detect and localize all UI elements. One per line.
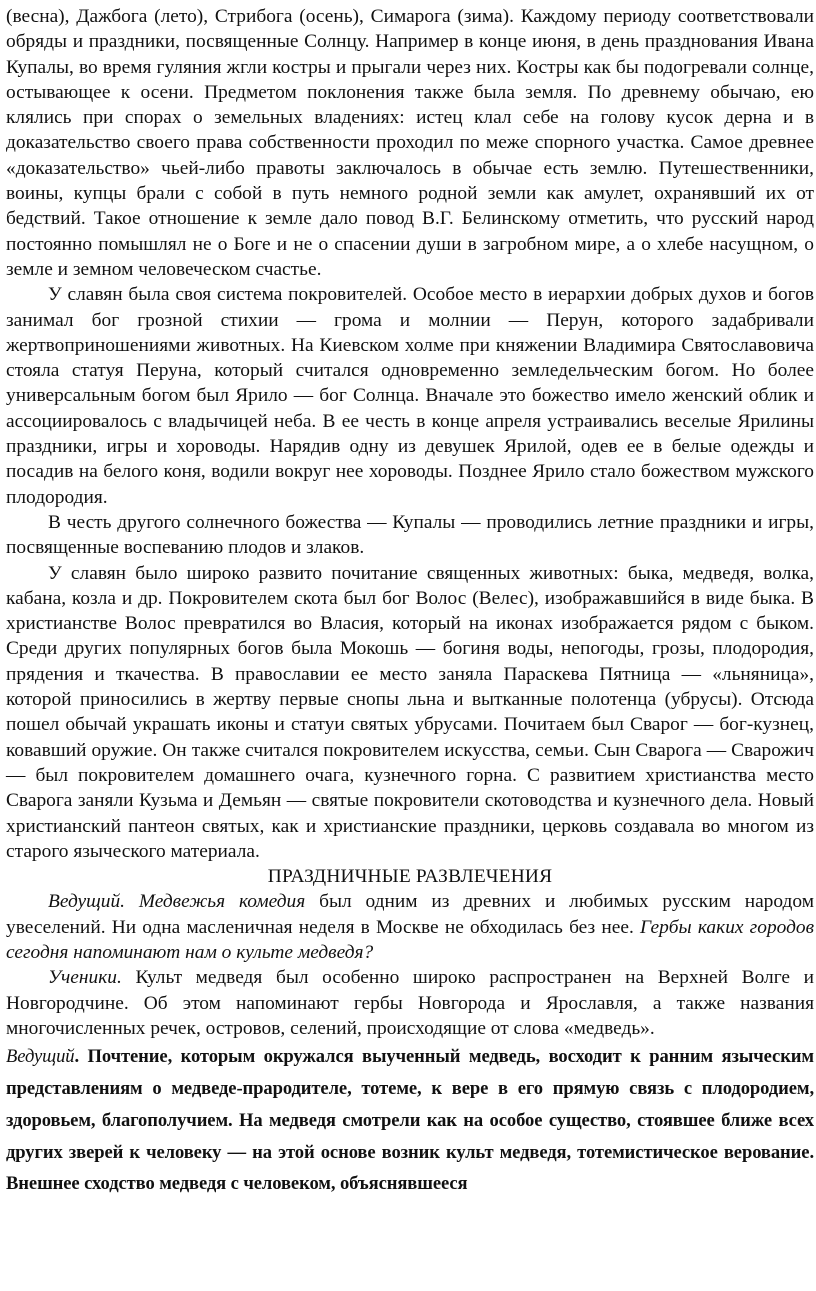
speaker-label: Ученики. [48, 967, 122, 989]
question-text: Гербы каких городов сегодня напоминают нам о культе медведя? [6, 916, 815, 963]
paragraph-seasons: (весна), Дажбога (лето), Стрибога (осень), Симарога (зима). Каждому периоду соответствовали обряды и праздники, посвященные Солнцу. Например в конце июня, в день празднования Ивана Купалы, во время гуляния жгли костры и прыгали через них. Костры как бы подогревали солнце, остывающее к осени. Предметом поклонения также была земля. По древнему обычаю, ею клялись при спорах о земельных владениях: истец клал себе на голову кусок дерна и в доказательство своего права собственности проходил по меже спорного участка. Самое древнее «доказательство» чьей-либо правоты заключалось в обычае есть землю. Путешественники, воины, купцы брали с собой в путь немного родной земли как амулет, охранявший их от бедствий. Такое отношение к земле дало повод В.Г. Белинскому отметить, что русский народ постоянно помышлял не о Боге и не о спасении души в загробном мире, а о хлебе насущном, о земле и земном человеческом счастье. [6, 6, 814, 280]
dialogue-students [6, 965, 814, 1041]
section-heading: ПРАЗДНИЧНЫЕ РАЗВЛЕЧЕНИЯ [267, 866, 553, 888]
paragraph-patrons: У славян была своя система покровителей. Особое место в иерархии добрых духов и богов занимал бог грозной стихии — грома и молнии — Перун, которого задабривали жертвоприношениями животных. На Киевском холме при княжении Владимира Святославовича стояла статуя Перуна, который считался одновременно земледельческим богом. Но более универсальным богом был Ярило — бог Солнца. Вначале это божество имело женский облик и ассоциировалось с владычицей неба. В ее честь в конце апреля устраивались веселые Ярилины праздники, игры и хороводы. Нарядив одну из девушек Ярилой, одев ее в белые одежды и посадив на белого коня, водили вокруг нее хороводы. Позднее Ярило стало божеством мужского плодородия. [6, 284, 814, 508]
speaker-label: Ведущий [6, 1046, 75, 1068]
dialogue-text: . Почтение, которым окружался выученный медведь, восходит к ранним языческим представлениям о медведе-прародителе, тотеме, к вере в его прямую связь с плодородием, здоровьем, благополучием. На медведя смотрели как на особое существо, стоявшее ближе всех других зверей к человеку — на этой основе возник культ медведя, тотемистическое верование. Внешнее сходство медведя с человеком, объяснявшееся [6, 1046, 814, 1195]
dialogue-text: Культ медведя был особенно широко распространен на Верхней Волге и Новгородчине. Об этом напоминают гербы Новгорода и Ярославля, а также названия многочисленных речек, островов, селений, происходящие от слова «медведь». [6, 967, 814, 1039]
paragraph-kupala: В честь другого солнечного божества — Купалы — проводились летние праздники и игры, посвященные воспеванию плодов и злаков. [6, 511, 814, 559]
emphasis-text: Медвежья комедия [138, 891, 306, 913]
speaker-label: Ведущий. [48, 891, 126, 913]
dialogue-host-1 [6, 889, 814, 965]
dialogue-host-2 [6, 1041, 814, 1200]
dialogue-text: был одним из древних и любимых русским народом увеселений. Ни одна масленичная неделя в Москве не обходилась без нее. [6, 891, 814, 938]
paragraph-sacred-animals: У славян было широко развито почитание священных животных: быка, медведя, волка, кабана, козла и др. Покровителем скота был бог Волос (Велес), изображавшийся в виде быка. В христианстве Волос превратился во Власия, который на иконах изображается рядом с быком. Среди других популярных богов была Мокошь — богиня воды, непогоды, грозы, плодородия, прядения и ткачества. В православии ее место заняла Параскева Пятница — «льняница», которой приносились в жертву первые снопы льна и вытканные полотенца (убрусы). Отсюда пошел обычай украшать иконы и статуи святых убрусами. Почитаем был Сварог — бог-кузнец, ковавший оружие. Он также считался покровителем искусства, семьи. Сын Сварога — Сварожич — был покровителем домашнего очага, кузнечного горна. С развитием христианства место Сварога заняли Кузьма и Демьян — святые покровители скотоводства и кузнечного дела. Новый христианский пантеон святых, как и христианские праздники, церковь создавала во многом из старого языческого материала. [6, 562, 814, 862]
